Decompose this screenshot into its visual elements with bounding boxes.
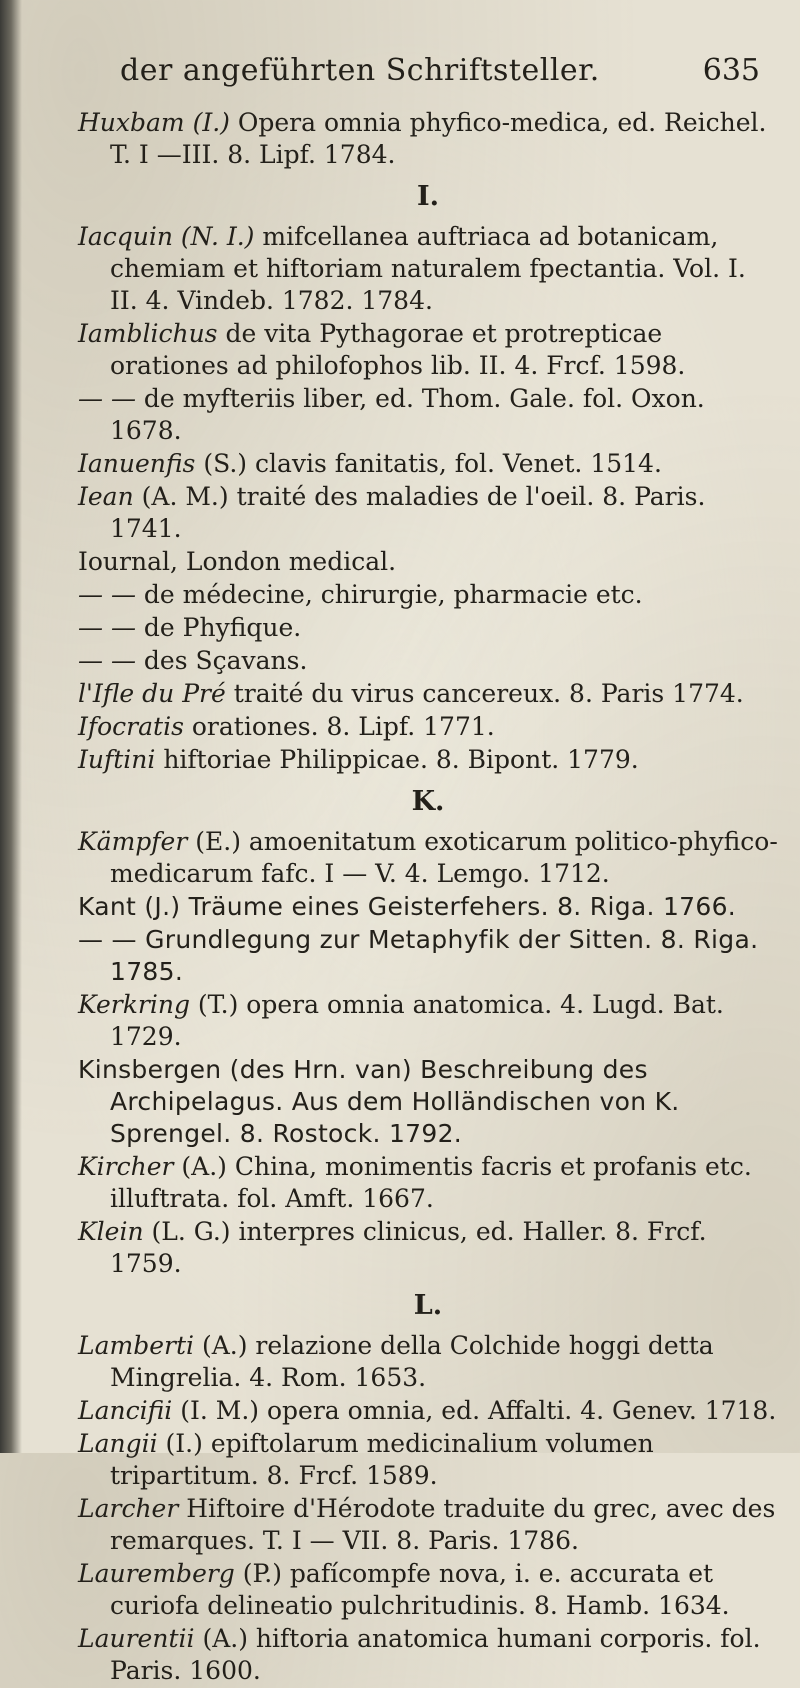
entry-author: Lamberti	[78, 1331, 195, 1360]
page-number: 635	[702, 53, 760, 88]
running-head	[78, 55, 778, 95]
entry-text: de myfteriis liber, ed. Thom. Gale. fol. Oxon. 1678.	[110, 384, 705, 445]
entry-author: Larcher	[78, 1494, 179, 1523]
bibliography-entry	[78, 891, 778, 923]
entry-text: mifcellanea auftriaca ad botanicam, chemiam et hiftoriam naturalem fpectantia. Vol. I. II. 4. Vindeb. 1782. 1784.	[110, 222, 746, 315]
bibliography-entry	[78, 1054, 778, 1150]
entry-text: — — Grundlegung zur Metaphyfik der Sitten. 8. Riga. 1785.	[78, 925, 759, 986]
entry-text: (E.) amoenitatum exoticarum politico-phyfico-medicarum fafc. I — V. 4. Lemgo. 1712.	[110, 827, 778, 888]
index-page	[78, 55, 778, 1688]
entry-text: (I.) epiftolarum medicinalium volumen tripartitum. 8. Frcf. 1589.	[110, 1429, 654, 1490]
entry-text: Kant (J.) Träume eines Geisterfehers. 8. Riga. 1766.	[78, 892, 737, 921]
entry-text: Iournal, London medical.	[78, 547, 397, 576]
entry-author: — —	[78, 384, 136, 413]
bibliography-entry	[78, 481, 778, 545]
entry-text: (A.) China, monimentis facris et profanis etc. illuftrata. fol. Amft. 1667.	[110, 1152, 752, 1213]
running-head-title: der angeführten Schriftsteller.	[120, 53, 600, 88]
entry-author: Laurentii	[78, 1624, 195, 1653]
bibliography-entry	[78, 711, 778, 743]
entry-text: traité du virus cancereux. 8. Paris 1774.	[225, 679, 744, 708]
bibliography-entry	[78, 678, 778, 710]
bibliography-entry	[78, 744, 778, 776]
entry-text: orationes. 8. Lipf. 1771.	[183, 712, 495, 741]
bibliography-entry	[78, 989, 778, 1053]
entry-text: Opera omnia phyfico-medica, ed. Reichel. T. I —III. 8. Lipf. 1784.	[110, 108, 767, 169]
letter-heading: K.	[411, 786, 445, 817]
bibliography-entry	[78, 1395, 778, 1427]
entry-author: Huxbam (I.)	[78, 108, 230, 137]
entry-author: — —	[78, 646, 136, 675]
entry-author: Iuftini	[78, 745, 156, 774]
entry-author: Klein	[78, 1217, 144, 1246]
bibliography-entry	[78, 221, 778, 317]
entry-author: Iean	[78, 482, 134, 511]
entry-text: (A. M.) traité des maladies de l'oeil. 8. Paris. 1741.	[110, 482, 706, 543]
entry-author: Iamblichus	[78, 319, 218, 348]
bibliography-entry	[78, 383, 778, 447]
bibliography-entry	[78, 107, 778, 171]
entry-author: Kämpfer	[78, 827, 188, 856]
entry-author: — —	[78, 613, 136, 642]
entry-text: de médecine, chirurgie, pharmacie etc.	[135, 580, 643, 609]
entry-text: (P.) pafícompfe nova, i. e. accurata et curiofa delineatio pulchritudinis. 8. Hamb. 1634.	[110, 1559, 730, 1620]
entry-text: (S.) clavis fanitatis, fol. Venet. 1514.	[195, 449, 662, 478]
entry-text: Kinsbergen (des Hrn. van) Beschreibung des Archipelagus. Aus dem Holländischen von K. Sprengel. 8. Rostock. 1792.	[78, 1055, 680, 1148]
entry-author: Lancifii	[78, 1396, 173, 1425]
bibliography-entry	[78, 448, 778, 480]
bibliography-entry	[78, 1330, 778, 1394]
entry-author: Lauremberg	[78, 1559, 235, 1588]
bibliography-entry	[78, 826, 778, 890]
entry-author: l'Ifle du Pré	[78, 679, 226, 708]
bibliography-list	[78, 107, 778, 1687]
entry-text: (T.) opera omnia anatomica. 4. Lugd. Bat. 1729.	[110, 990, 724, 1051]
bibliography-entry	[78, 612, 778, 644]
entry-author: Langii	[78, 1429, 158, 1458]
bibliography-entry	[78, 1493, 778, 1557]
entry-text: (L. G.) interpres clinicus, ed. Haller. 8. Frcf. 1759.	[110, 1217, 707, 1278]
page-binding-edge	[0, 0, 22, 1453]
entry-author: Iacquin (N. I.)	[78, 222, 255, 251]
entry-text: de vita Pythagorae et protrepticae orationes ad philofophos lib. II. 4. Frcf. 1598.	[110, 319, 686, 380]
entry-author: Kircher	[78, 1152, 174, 1181]
entry-text: des Sçavans.	[135, 646, 308, 675]
letter-heading: I.	[416, 181, 440, 212]
entry-text: hiftoriae Philippicae. 8. Bipont. 1779.	[155, 745, 639, 774]
entry-author: — —	[78, 580, 136, 609]
entry-text: de Phyfique.	[135, 613, 302, 642]
entry-author: Ianuenfis	[78, 449, 196, 478]
entry-text: (A.) hiftoria anatomica humani corporis. fol. Paris. 1600.	[110, 1624, 761, 1685]
bibliography-entry	[78, 924, 778, 988]
bibliography-entry	[78, 546, 778, 578]
bibliography-entry	[78, 1558, 778, 1622]
entry-text: Hiftoire d'Hérodote traduite du grec, avec des remarques. T. I — VII. 8. Paris. 1786.	[110, 1494, 776, 1555]
entry-author: Ifocratis	[78, 712, 184, 741]
bibliography-entry	[78, 645, 778, 677]
bibliography-entry	[78, 1151, 778, 1215]
bibliography-entry	[78, 579, 778, 611]
bibliography-entry	[78, 318, 778, 382]
bibliography-entry	[78, 1428, 778, 1492]
entry-text: (A.) relazione della Colchide hoggi detta Mingrelia. 4. Rom. 1653.	[110, 1331, 714, 1392]
entry-author: Kerkring	[78, 990, 190, 1019]
entry-text: (I. M.) opera omnia, ed. Affalti. 4. Genev. 1718.	[172, 1396, 777, 1425]
bibliography-entry	[78, 1623, 778, 1687]
letter-heading: L.	[413, 1290, 443, 1321]
bibliography-entry	[78, 1216, 778, 1280]
